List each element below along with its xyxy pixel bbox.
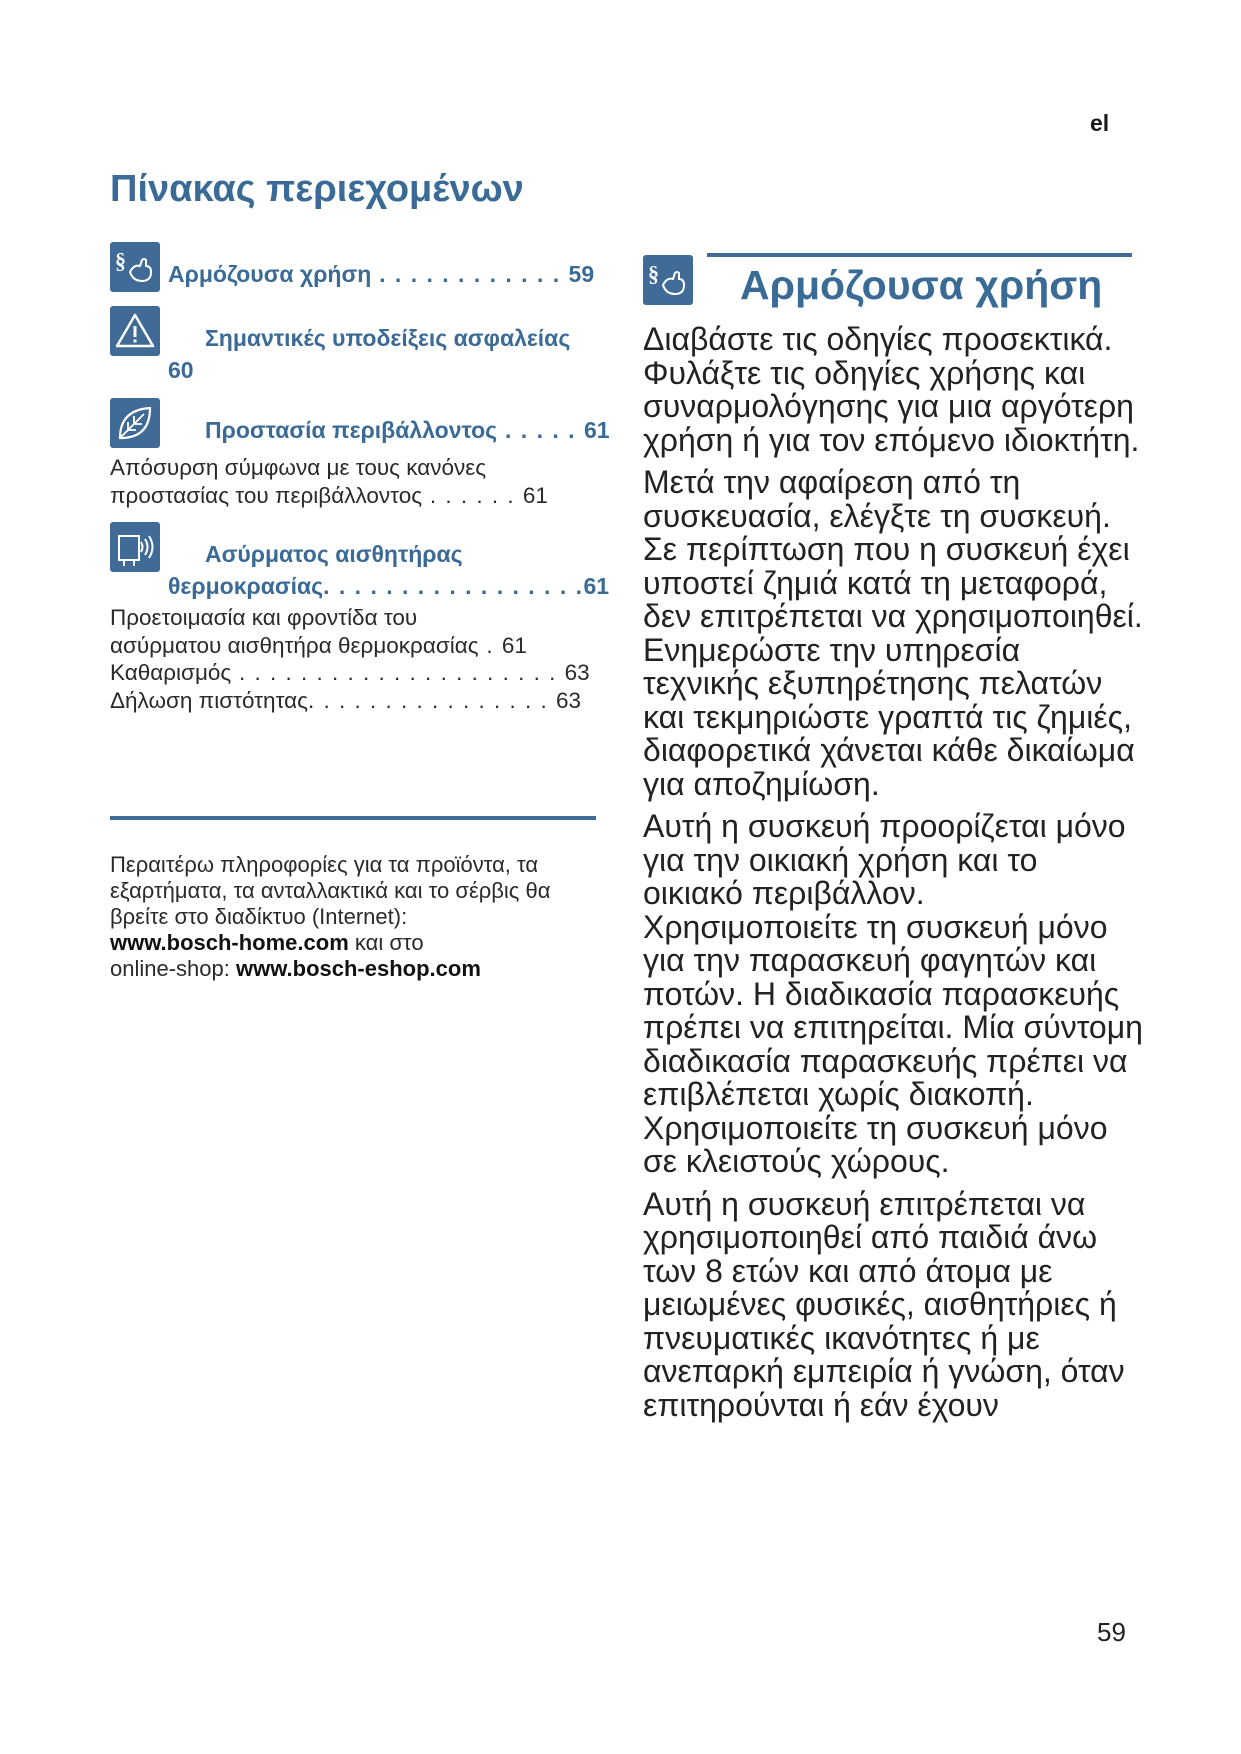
toc-entry-title: Ασύρματος αισθητήρας <box>205 541 463 567</box>
wireless-sensor-icon <box>110 522 160 572</box>
toc-page: 63 <box>556 687 582 713</box>
toc-sub-line: Δήλωση πιστότητας <box>110 687 308 713</box>
divider <box>707 253 1132 257</box>
svg-text:§: § <box>115 248 126 273</box>
toc-page: 61 <box>522 482 548 508</box>
info-block <box>110 852 610 982</box>
toc-entry-title: Σημαντικές υποδείξεις ασφαλείας <box>205 325 571 351</box>
toc-sub-line: Προετοιμασία και φροντίδα του <box>110 605 418 630</box>
toc-entry-environment[interactable] <box>205 414 610 446</box>
eshop-link[interactable]: www.bosch-eshop.com <box>236 956 481 981</box>
toc-entry-wireless-sensor-line2[interactable] <box>168 570 609 602</box>
toc-sub-line: προστασίας του περιβάλλοντος <box>110 482 423 508</box>
section-heading: Αρμόζουσα χρήση <box>740 262 1103 308</box>
toc-sub-disposal[interactable] <box>110 454 548 509</box>
leaf-icon <box>110 398 160 448</box>
body-text <box>643 323 1143 1431</box>
toc-page: 61 <box>583 417 610 443</box>
page-number: 59 <box>1097 1617 1126 1647</box>
toc-page: 61 <box>501 632 527 658</box>
toc-page: 59 <box>568 261 595 287</box>
toc-sub-line: Καθαρισμός <box>110 660 232 685</box>
toc-entry-title: θερμοκρασίας <box>168 573 324 599</box>
paragraph: Μετά την αφαίρεση από τη συσκευασία, ελέγξτε τη συσκευή. Σε περίπτωση που η συσκευή έχει υποστεί ζημιά κατά τη μεταφορά, δεν επιτρέπεται να χρησιμοποιηθεί. Ενημερώστε την υπηρεσία τεχνικής εξυπηρέτησης πελατών και τεκμηριώστε γραπτά τις ζημιές, διαφορετικά χάνεται κάθε δικαίωμα για αποζημίωση. <box>643 464 1143 802</box>
info-and: και στο <box>354 930 424 955</box>
section-hand-icon <box>643 255 693 305</box>
toc-entry-safety[interactable] <box>205 322 570 354</box>
toc-leader: . <box>478 632 502 658</box>
toc-sub-line: ασύρματου αισθητήρα θερμοκρασίας <box>110 632 479 658</box>
language-code: el <box>1090 110 1110 136</box>
toc-page: 63 <box>564 660 590 685</box>
divider <box>110 816 596 820</box>
info-text: Περαιτέρω πληροφορίες για τα προϊόντα, τα εξαρτήματα, τα ανταλλακτικά και το σέρβις θα βρείτε στο διαδίκτυο (Internet): <box>110 852 551 929</box>
toc-page: 61 <box>583 573 610 599</box>
paragraph: Αυτή η συσκευή προορίζεται μόνο για την οικιακή χρήση και το οικιακό περιβάλλον. Χρησιμοποιείτε τη συσκευή μόνο για την παρασκευή φαγητών και ποτών. Η διαδικασία παρασκευής πρέπει να επιτηρείται. Μία σύντομη διαδικασία παρασκευής πρέπει να επιβλέπεται χωρίς διακοπή. Χρησιμοποιείτε τη συσκευή μόνο σε κλειστούς χώρους. <box>643 808 1143 1179</box>
toc-entry-title: Αρμόζουσα χρήση <box>168 261 372 287</box>
toc-sub-wireless[interactable] <box>110 604 590 714</box>
toc-entry-proper-use[interactable] <box>168 258 594 290</box>
svg-text:§: § <box>648 261 659 286</box>
toc-leader: . . . . . . . . . . . . . . . . . <box>323 573 584 599</box>
toc-leader: . . . . . . . . . . . . . . . . <box>308 687 557 713</box>
paragraph: Διαβάστε τις οδηγίες προσεκτικά. Φυλάξτε τις οδηγίες χρήσης και συναρμολόγησης για μια αργότερη χρήση ή για τον επόμενο ιδιοκτήτη. <box>643 321 1140 458</box>
toc-entry-wireless-sensor[interactable] <box>205 538 463 570</box>
section-hand-icon <box>110 242 160 292</box>
toc-entry-title: Προστασία περιβάλλοντος <box>205 417 498 443</box>
toc-title: Πίνακας περιεχομένων <box>110 168 524 210</box>
toc-entry-safety-page <box>168 354 194 386</box>
info-shop-label: online-shop: <box>110 956 230 981</box>
toc-page: 60 <box>168 357 194 383</box>
toc-leader: . . . . . <box>497 417 584 443</box>
toc-leader: . . . . . . . . . . . . . . . . . . . . . <box>231 660 565 685</box>
toc-sub-line: Απόσυρση σύμφωνα με τους κανόνες <box>110 455 487 480</box>
toc-leader: . . . . . . <box>422 482 523 508</box>
toc-leader: . . . . . . . . . . . . <box>371 261 569 287</box>
warning-triangle-icon <box>110 306 160 356</box>
paragraph: Αυτή η συσκευή επιτρέπεται να χρησιμοποιηθεί από παιδιά άνω των 8 ετών και από άτομα με μειωμένες φυσικές, αισθητήριες ή πνευματικές ικανότητες ή με ανεπαρκή εμπειρία ή γνώση, όταν επιτηρούνται ή εάν έχουν <box>643 1185 1125 1423</box>
website-link[interactable]: www.bosch-home.com <box>110 930 349 955</box>
